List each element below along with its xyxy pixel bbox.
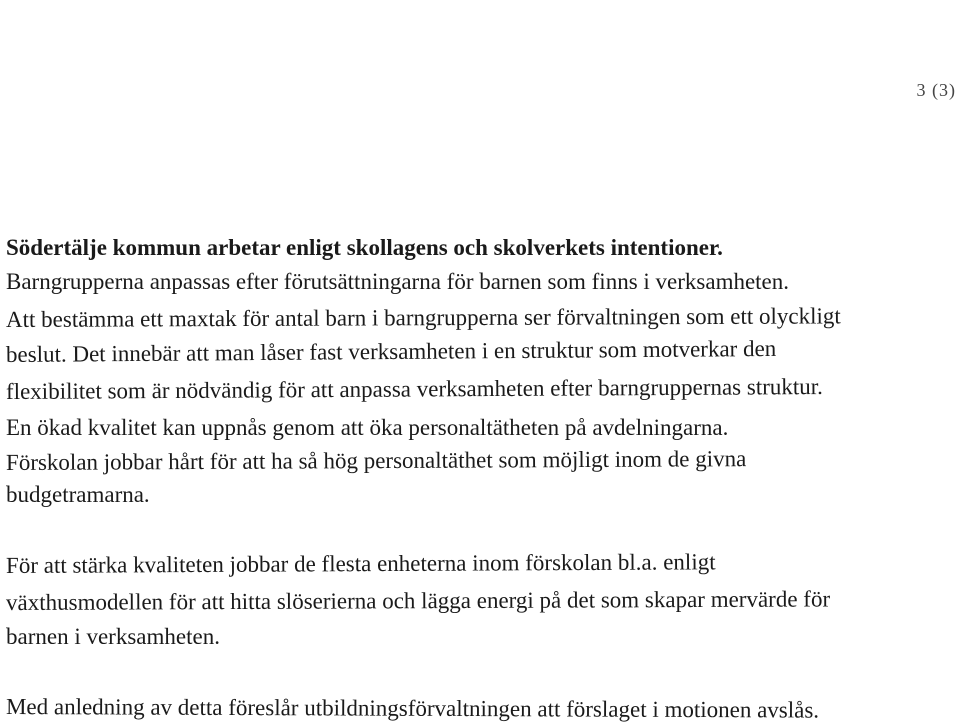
paragraph-line: Att bestämma ett maxtak för antal barn i barngrupperna ser förvaltningen som ett olyckligt [5,303,841,332]
paragraph-line: Förskolan jobbar hårt för att ha så hög personaltäthet som möjligt inom de givna [5,446,747,475]
paragraph-line: För att stärka kvaliteten jobbar de flesta enheterna inom förskolan bl.a. enligt [5,549,716,578]
section-heading: Södertälje kommun arbetar enligt skollagens och skolverkets intentioner. [6,235,723,260]
paragraph-line: barnen i verksamheten. [6,624,220,649]
page-number: 3 (3) [916,80,956,100]
paragraph-line: budgetramarna. [6,482,150,507]
paragraph-line: En ökad kvalitet kan uppnås genom att öka personaltätheten på avdelningarna. [6,415,729,440]
paragraph-line: Barngrupperna anpassas efter förutsättningarna för barnen som finns i verksamheten. [6,269,790,294]
paragraph-line: växthusmodellen för att hitta slöserierna och lägga energi på det som skapar mervärde för [5,586,831,615]
conclusion-line: Med anledning av detta föreslår utbildningsförvaltningen att förslaget i motionen avslås. [5,694,820,723]
paragraph-line: beslut. Det innebär att man låser fast verksamheten i en struktur som motverkar den [5,335,777,367]
paragraph-line: flexibilitet som är nödvändig för att anpassa verksamheten efter barngruppernas struktur. [5,374,823,404]
